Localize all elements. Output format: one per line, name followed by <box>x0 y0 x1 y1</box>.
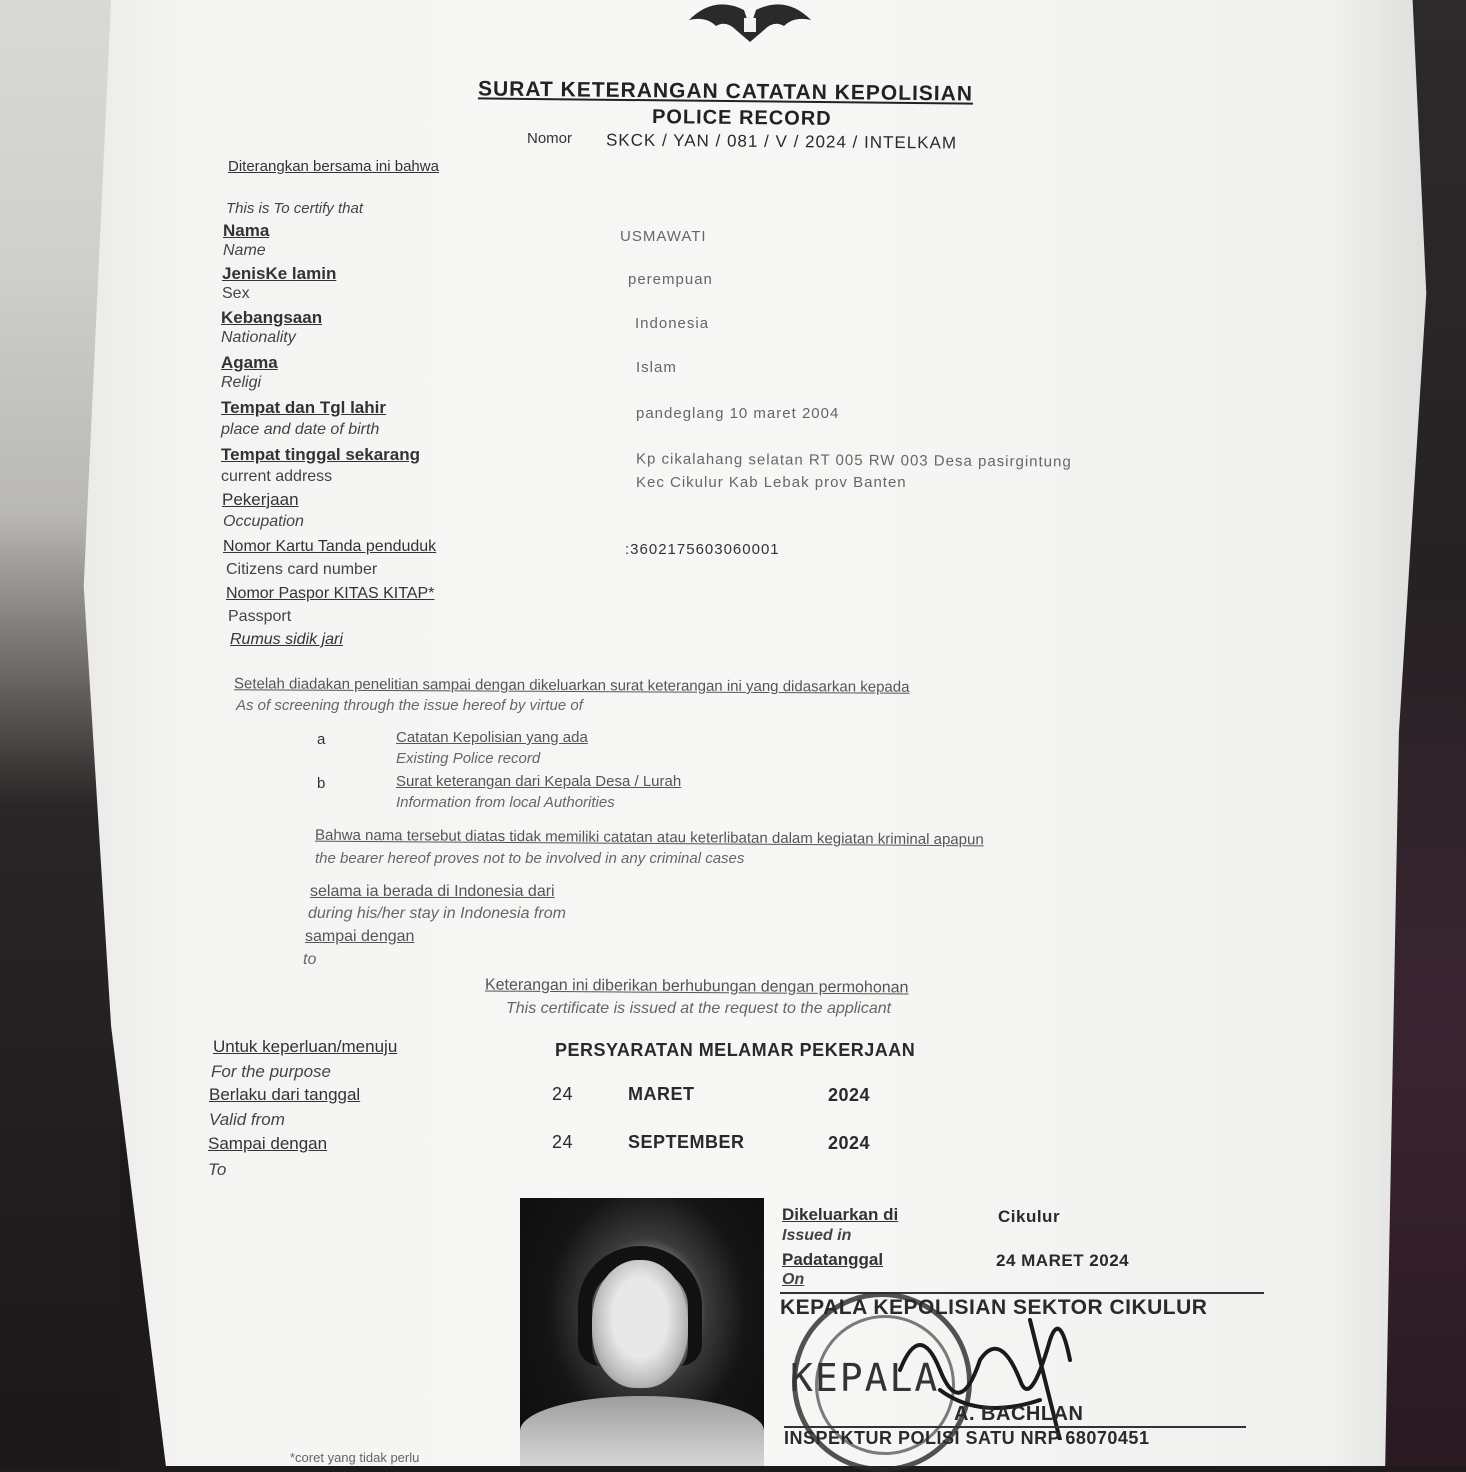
field-label-nama: Nama <box>223 221 270 240</box>
field-value-nationality: Indonesia <box>635 315 710 332</box>
request-en: This certificate is issued at the request to the applicant <box>506 1000 892 1017</box>
field-value-address-2: Kec Cikulur Kab Lebak prov Banten <box>636 474 907 491</box>
valid-from-month: MARET <box>628 1084 695 1104</box>
purpose-en-label: For the purpose <box>211 1062 332 1081</box>
stay-to-id: sampai dengan <box>305 928 415 945</box>
stay-to-en: to <box>303 951 317 968</box>
photo-shoulders <box>520 1396 764 1466</box>
field-en-passport: Passport <box>228 608 292 625</box>
footer-note: *coret yang tidak perlu <box>290 1450 420 1465</box>
valid-to-en: To <box>208 1160 227 1179</box>
field-label-passport: Nomor Paspor KITAS KITAP* <box>226 585 435 602</box>
valid-from-day: 24 <box>552 1084 574 1104</box>
field-en-nationality: Nationality <box>221 329 296 346</box>
screening-item-a-letter: a <box>317 731 327 748</box>
stay-during-id: selama ia berada di Indonesia dari <box>310 883 555 900</box>
field-en-occupation: Occupation <box>223 513 304 530</box>
valid-to-month: SEPTEMBER <box>628 1132 745 1152</box>
field-label-birth: Tempat dan Tgl lahir <box>221 398 386 417</box>
office-title: KEPALA KEPOLISIAN SEKTOR CIKULUR <box>780 1296 1208 1319</box>
office-top-rule <box>780 1292 1264 1294</box>
screening-item-a-id: Catatan Kepolisian yang ada <box>396 729 588 746</box>
field-label-id-card: Nomor Kartu Tanda penduduk <box>223 538 437 555</box>
field-en-sex: Sex <box>222 285 250 302</box>
applicant-photo <box>520 1198 764 1466</box>
stamp-text: KEPALA <box>790 1356 940 1400</box>
nomor-value: SKCK / YAN / 081 / V / 2024 / INTELKAM <box>605 130 958 153</box>
valid-from-id: Berlaku dari tanggal <box>209 1085 361 1104</box>
nomor-label: Nomor <box>527 130 573 147</box>
field-label-fingerprint: Rumus sidik jari <box>230 631 343 648</box>
stay-during-en: during his/her stay in Indonesia from <box>308 905 566 922</box>
valid-to-id: Sampai dengan <box>208 1134 328 1153</box>
issued-date-id: Padatanggal <box>782 1250 884 1269</box>
issued-in-value: Cikulur <box>998 1207 1061 1226</box>
screening-en: As of screening through the issue hereof by virtue of <box>236 697 583 714</box>
officer-name: A. BACHLAN <box>954 1403 1084 1425</box>
valid-to-day: 24 <box>552 1132 574 1152</box>
issued-in-en: Issued in <box>782 1227 852 1244</box>
field-value-address-1: Kp cikalahang selatan RT 005 RW 003 Desa pasirgintung <box>635 450 1072 471</box>
screening-item-a-en: Existing Police record <box>396 750 541 767</box>
statement-en: the bearer hereof proves not to be involved in any criminal cases <box>315 850 745 867</box>
valid-from-year: 2024 <box>828 1085 871 1105</box>
statement-id: Bahwa nama tersebut diatas tidak memiliki catatan atau keterlibatan dalam kegiatan kriminal apapun <box>314 826 984 849</box>
intro-id: Diterangkan bersama ini bahwa <box>228 158 439 175</box>
purpose-id-label: Untuk keperluan/menuju <box>213 1037 398 1056</box>
field-en-address: current address <box>221 468 333 485</box>
garuda-emblem-icon <box>684 0 816 48</box>
issued-date-en: On <box>782 1271 805 1288</box>
field-label-address: Tempat tinggal sekarang <box>221 445 421 464</box>
valid-to-year: 2024 <box>828 1133 871 1153</box>
field-value-id-card: :3602175603060001 <box>625 541 780 558</box>
field-en-birth: place and date of birth <box>221 421 380 438</box>
issued-in-id: Dikeluarkan di <box>782 1205 899 1224</box>
issued-date-value: 24 MARET 2024 <box>996 1251 1130 1270</box>
field-label-religion: Agama <box>221 353 278 372</box>
field-label-sex: JenisKe lamin <box>222 264 337 283</box>
document-subtitle: POLICE RECORD <box>651 106 832 130</box>
document-title: SURAT KETERANGAN CATATAN KEPOLISIAN <box>477 77 974 106</box>
field-label-occupation: Pekerjaan <box>222 490 299 509</box>
officer-rank: INSPEKTUR POLISI SATU NRP 68070451 <box>784 1428 1150 1448</box>
screening-id: Setelah diadakan penelitian sampai dengan dikeluarkan surat keterangan ini yang didasarkan kepada <box>233 675 910 696</box>
purpose-value: PERSYARATAN MELAMAR PEKERJAAN <box>555 1040 916 1060</box>
field-label-nationality: Kebangsaan <box>221 308 323 327</box>
field-value-sex: perempuan <box>628 271 713 288</box>
screening-item-b-en: Information from local Authorities <box>396 794 615 811</box>
field-value-name: USMAWATI <box>620 228 707 245</box>
photo-face <box>592 1260 688 1388</box>
screening-item-b-id: Surat keterangan dari Kepala Desa / Lurah <box>396 773 682 790</box>
field-value-religion: Islam <box>636 359 677 376</box>
field-value-birth: pandeglang 10 maret 2004 <box>636 405 840 422</box>
request-id: Keterangan ini diberikan berhubungan dengan permohonan <box>484 976 909 997</box>
field-en-religion: Religi <box>221 374 262 391</box>
field-en-id-card: Citizens card number <box>226 561 378 578</box>
screening-item-b-letter: b <box>317 775 327 792</box>
intro-en: This is To certify that <box>226 200 363 217</box>
field-en-name: Name <box>223 242 266 259</box>
valid-from-en: Valid from <box>209 1110 285 1129</box>
